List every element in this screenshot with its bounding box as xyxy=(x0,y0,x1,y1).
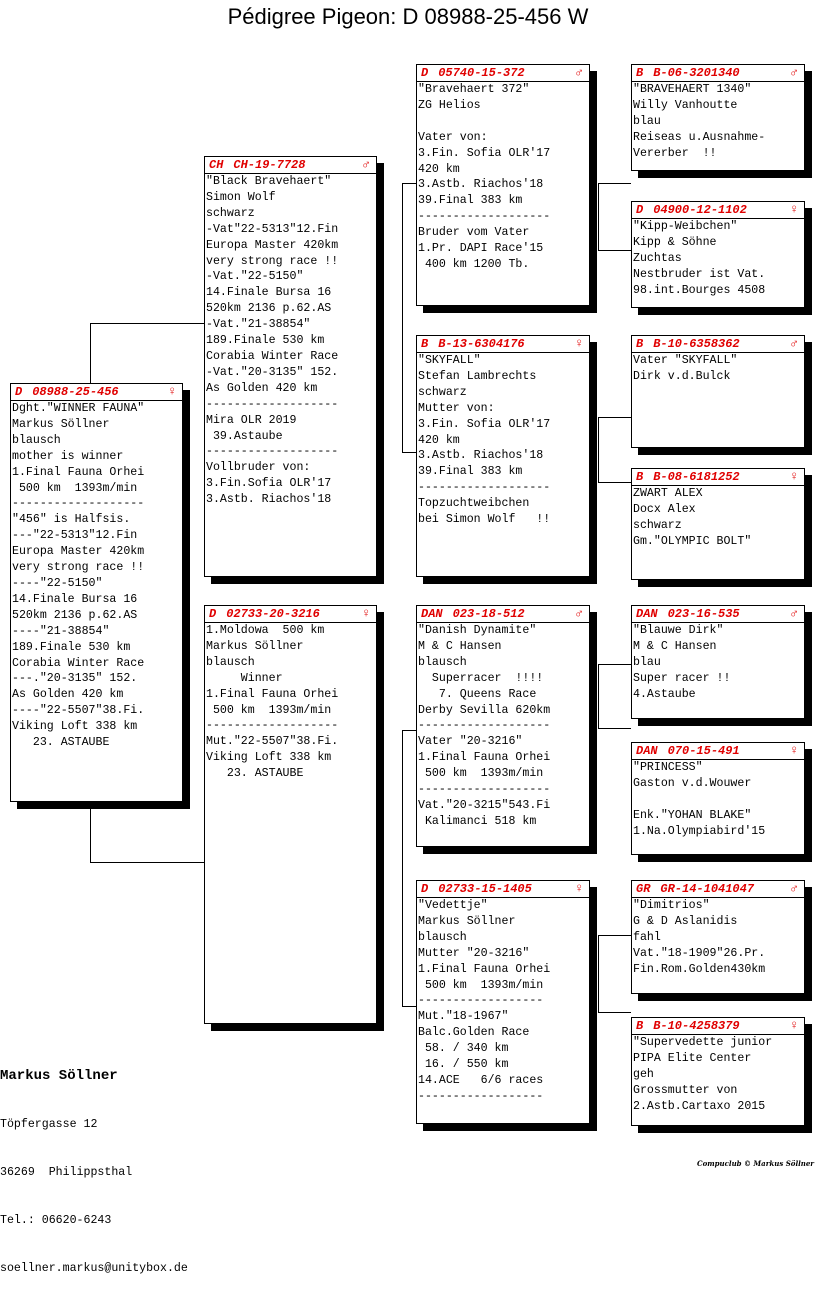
connector-line xyxy=(402,730,403,1006)
country-code: B xyxy=(636,337,644,351)
connector-line xyxy=(402,730,416,731)
country-code: DAN xyxy=(421,607,443,621)
card-header xyxy=(632,743,804,760)
ring-number: 05740-15-372 xyxy=(438,66,525,80)
owner-address xyxy=(0,1035,188,1293)
connector-line xyxy=(90,862,204,863)
dam-sire-dam-card xyxy=(631,742,805,855)
ring-number: 04900-12-1102 xyxy=(653,203,747,217)
connector-line xyxy=(598,935,631,936)
country-code: D xyxy=(421,882,429,896)
country-code: DAN xyxy=(636,607,658,621)
female-symbol-icon: ♀ xyxy=(575,336,583,351)
ring-number: 023-16-535 xyxy=(667,607,740,621)
dam-sire-sire-card xyxy=(631,605,805,719)
owner-street: Töpfergasse 12 xyxy=(0,1118,98,1131)
country-code: D xyxy=(209,607,217,621)
pigeon-details: "Bravehaert 372" ZG Helios Vater von: 3.Fin. Sofia OLR'17 420 km 3.Astb. Riachos'18 39.Final 383 km ------------------- Bruder vom Vater 1.Pr. DAPI Race'15 400 km 1200 Tb. xyxy=(418,83,551,271)
ring-number: B-13-6304176 xyxy=(438,337,525,351)
dam-header xyxy=(205,606,376,623)
male-symbol-icon: ♂ xyxy=(575,65,583,80)
connector-line xyxy=(598,183,631,184)
connector-line xyxy=(598,417,599,482)
connector-line xyxy=(598,935,599,1012)
footer-credit: Compuclub © Markus Söllner xyxy=(697,1159,814,1168)
pigeon-details: "Kipp-Weibchen" Kipp & Söhne Zuchtas Nestbruder ist Vat. 98.int.Bourges 4508 xyxy=(633,220,766,297)
page-title: Pédigree Pigeon: D 08988-25-456 W xyxy=(227,4,589,29)
card-header xyxy=(417,336,589,353)
connector-line xyxy=(90,323,204,324)
owner-name: Markus Söllner xyxy=(0,1068,118,1084)
pigeon-details: "Dimitrios" G & D Aslanidis fahl Vat."18-1909"26.Pr. Fin.Rom.Golden430km xyxy=(633,899,766,976)
sire-dam-card xyxy=(416,335,590,577)
country-code: B xyxy=(421,337,429,351)
female-symbol-icon: ♀ xyxy=(362,606,370,621)
country-code: GR xyxy=(636,882,651,896)
country-code: D xyxy=(421,66,429,80)
male-symbol-icon: ♂ xyxy=(790,65,798,80)
connector-line xyxy=(402,183,416,184)
ring-number: B-10-4258379 xyxy=(653,1019,740,1033)
pigeon-details: Vater "SKYFALL" Dirk v.d.Bulck xyxy=(633,354,738,383)
country-code: B xyxy=(636,1019,644,1033)
pigeon-details: "Black Bravehaert" Simon Wolf schwarz -Vat"22-5313"12.Fin Europa Master 420km very strong race !! -Vat."22-5150" 14.Finale Bursa 16 520km 2136 p.62.AS -Vat."21-38854" 189.Finale 530 km Corabia Winter Race -Vat."20-3135" 152. As Golden 420 km ------------------- Mira OLR 2019 39.Astaube ------------------- Vollbruder von: 3.Fin.Sofia OLR'17 3.Astb. Riachos'18 xyxy=(206,175,339,507)
ring-number: 070-15-491 xyxy=(667,744,740,758)
pigeon-details: "SKYFALL" Stefan Lambrechts schwarz Mutter von: 3.Fin. Sofia OLR'17 420 km 3.Astb. Riachos'18 39.Final 383 km ------------------- Topzuchtweibchen bei Simon Wolf !! xyxy=(418,354,551,527)
country-code: CH xyxy=(209,158,224,172)
dam-dam-card xyxy=(416,880,590,1124)
ring-number: 08988-25-456 xyxy=(32,385,119,399)
connector-line xyxy=(402,1006,416,1007)
country-code: D xyxy=(15,385,23,399)
sire-header xyxy=(205,157,376,174)
female-symbol-icon: ♀ xyxy=(790,202,798,217)
ring-number: 02733-15-1405 xyxy=(438,882,532,896)
country-code: DAN xyxy=(636,744,658,758)
pigeon-details: 1.Moldowa 500 km Markus Söllner blausch Winner 1.Final Fauna Orhei 500 km 1393m/min ------------------- Mut."22-5507"38.Fi. Viking Loft 338 km 23. ASTAUBE xyxy=(206,624,339,781)
pigeon-details: ZWART ALEX Docx Alex schwarz Gm."OLYMPIC BOLT" xyxy=(633,487,752,548)
male-symbol-icon: ♂ xyxy=(575,606,583,621)
ring-number: B-10-6358362 xyxy=(653,337,740,351)
female-symbol-icon: ♀ xyxy=(790,1018,798,1033)
pigeon-details: "Supervedette junior PIPA Elite Center geh Grossmutter von 2.Astb.Cartaxo 2015 xyxy=(633,1036,773,1113)
ring-number: 02733-20-3216 xyxy=(226,607,320,621)
female-symbol-icon: ♀ xyxy=(168,384,176,399)
sire-dam-sire-card xyxy=(631,335,805,448)
connector-line xyxy=(598,482,631,483)
connector-line xyxy=(598,183,599,250)
connector-line xyxy=(402,183,403,452)
owner-phone: Tel.: 06620-6243 xyxy=(0,1214,112,1227)
card-header xyxy=(632,469,804,486)
subject-pigeon-card xyxy=(10,383,183,802)
card-header xyxy=(632,65,804,82)
connector-line xyxy=(598,250,631,251)
owner-email: soellner.markus@unitybox.de xyxy=(0,1262,188,1275)
pigeon-details: "Blauwe Dirk" M & C Hansen blau Super racer !! 4.Astaube xyxy=(633,624,731,701)
connector-line xyxy=(598,664,599,728)
male-symbol-icon: ♂ xyxy=(362,157,370,172)
card-header xyxy=(632,606,804,623)
dam-dam-dam-card xyxy=(631,1017,805,1126)
female-symbol-icon: ♀ xyxy=(575,881,583,896)
female-symbol-icon: ♀ xyxy=(790,469,798,484)
ring-number: GR-14-1041047 xyxy=(660,882,755,896)
pigeon-details: "BRAVEHAERT 1340" Willy Vanhoutte blau Reiseas u.Ausnahme- Vererber !! xyxy=(633,83,766,160)
pigeon-details: Dght."WINNER FAUNA" Markus Söllner blausch mother is winner 1.Final Fauna Orhei 500 km 1393m/min ------------------- "456" is Halfsis. ---"22-5313"12.Fin Europa Master 420km very strong race !! ----"22-5150" 14.Finale Bursa 16 520km 2136 p.62.AS ----"21-38854" 189.Finale 530 km Corabia Winter Race ---."20-3135" 152. As Golden 420 km ----"22-5507"38.Fi. Viking Loft 338 km 23. ASTAUBE xyxy=(12,402,145,750)
dam-card xyxy=(204,605,377,1024)
connector-line xyxy=(598,664,631,665)
country-code: D xyxy=(636,203,644,217)
card-header xyxy=(417,606,589,623)
ring-number: 023-18-512 xyxy=(452,607,525,621)
card-header xyxy=(632,336,804,353)
subject-header xyxy=(11,384,182,401)
card-header xyxy=(417,881,589,898)
connector-line xyxy=(598,728,631,729)
pigeon-details: "Vedettje" Markus Söllner blausch Mutter "20-3216" 1.Final Fauna Orhei 500 km 1393m/min ------------------ Mut."18-1967" Balc.Golden Race 58. / 340 km 16. / 550 km 14.ACE 6/6 races ------------------ xyxy=(418,899,551,1103)
sire-card xyxy=(204,156,377,577)
sire-sire-card xyxy=(416,64,590,306)
country-code: B xyxy=(636,66,644,80)
ring-number: B-06-3201340 xyxy=(653,66,740,80)
country-code: B xyxy=(636,470,644,484)
connector-line xyxy=(598,417,631,418)
card-header xyxy=(632,1018,804,1035)
female-symbol-icon: ♀ xyxy=(790,743,798,758)
ring-number: CH-19-7728 xyxy=(233,158,306,172)
pigeon-details: "PRINCESS" Gaston v.d.Wouwer Enk."YOHAN BLAKE" 1.Na.Olympiabird'15 xyxy=(633,761,766,838)
sire-dam-dam-card xyxy=(631,468,805,580)
male-symbol-icon: ♂ xyxy=(790,336,798,351)
dam-sire-card xyxy=(416,605,590,847)
sire-sire-dam-card xyxy=(631,201,805,308)
connector-line xyxy=(598,1012,631,1013)
male-symbol-icon: ♂ xyxy=(790,881,798,896)
sire-sire-sire-card xyxy=(631,64,805,171)
ring-number: B-08-6181252 xyxy=(653,470,740,484)
connector-line xyxy=(402,452,416,453)
card-header xyxy=(417,65,589,82)
card-header xyxy=(632,881,804,898)
owner-city: 36269 Philippsthal xyxy=(0,1166,133,1179)
dam-dam-sire-card xyxy=(631,880,805,994)
card-header xyxy=(632,202,804,219)
pigeon-details: "Danish Dynamite" M & C Hansen blausch Superracer !!!! 7. Queens Race Derby Sevilla 620km ------------------- Vater "20-3216" 1.Final Fauna Orhei 500 km 1393m/min ------------------- Vat."20-3215"543.Fi Kalimanci 518 km xyxy=(418,624,551,828)
male-symbol-icon: ♂ xyxy=(790,606,798,621)
